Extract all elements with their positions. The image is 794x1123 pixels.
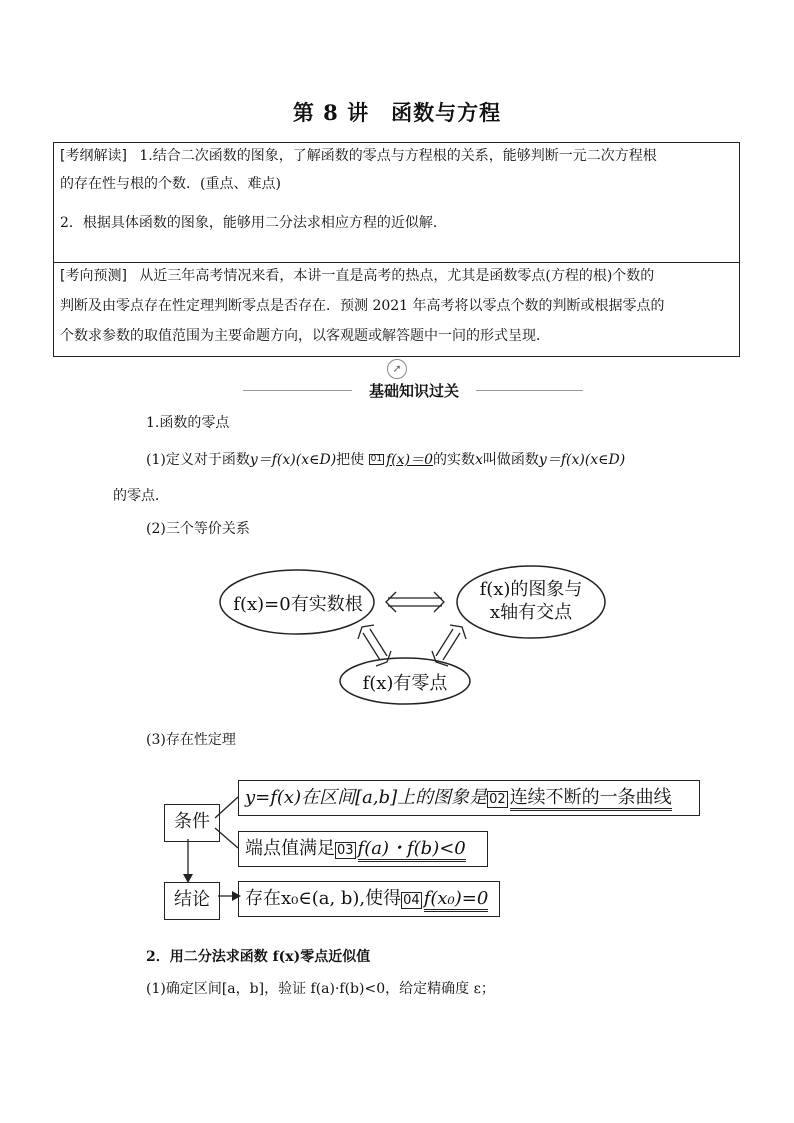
blank-number-02: 02 bbox=[489, 792, 506, 807]
blank-answer-02: 连续不断的一条曲线 bbox=[510, 787, 672, 811]
outline-tag-prediction: [考向预测] bbox=[60, 268, 127, 284]
blank-answer-01: f(x)＝0 bbox=[386, 452, 433, 468]
double-arrow-left-diagonal bbox=[358, 625, 391, 666]
double-arrow-right-diagonal bbox=[432, 625, 466, 666]
conclusion-label-box: 结论 bbox=[164, 882, 220, 920]
heading-equivalence: (2)三个等价关系 bbox=[146, 521, 250, 537]
double-arrow-horizontal bbox=[386, 592, 444, 612]
condition-endpoint-box: 端点值满足 03 f(a)・f(b)<0 bbox=[238, 831, 488, 867]
blank-answer-04: f(x₀)=0 bbox=[424, 888, 489, 912]
definition-line: (1)定义对于函数y＝f(x)(x∈D)把使 01 f(x)＝0的实数x叫做函数y＝f(x)(x∈D) bbox=[146, 452, 626, 468]
section-title: 基础知识过关 bbox=[352, 380, 476, 401]
blank-number-03: 03 bbox=[337, 843, 354, 858]
page-title: 第 8 讲 函数与方程 bbox=[292, 100, 502, 125]
conclusion-box: 存在x₀∈(a, b),使得 04 f(x₀)=0 bbox=[238, 881, 500, 917]
outline-item-2: 2．根据具体函数的图象，能够用二分法求相应方程的近似解． bbox=[60, 215, 447, 231]
equivalence-real-root: f(x)=0有实数根 bbox=[233, 594, 363, 615]
equivalence-has-zero: f(x)有零点 bbox=[362, 673, 448, 694]
equivalence-graph-line2: x轴有交点 bbox=[489, 602, 573, 623]
outline-prediction: [考向预测] 从近三年高考情况来看，本讲一直是高考的热点，尤其是函数零点(方程的根)个数的 bbox=[60, 268, 655, 284]
rocket-icon: ➚ bbox=[387, 359, 407, 379]
outline-item-1-cont: 的存在性与根的个数．(重点、难点) bbox=[60, 176, 281, 192]
bisection-step-1: (1)确定区间[a，b]，验证 f(a)·f(b)<0，给定精确度 ε； bbox=[146, 981, 495, 997]
heading-zeros: 1.函数的零点 bbox=[146, 415, 230, 431]
outline-tag-syllabus: [考纲解读] bbox=[60, 148, 127, 164]
outline-prediction-line2: 判断及由零点存在性定理判断零点是否存在．预测 2021 年高考将以零点个数的判断或根据零点的 bbox=[60, 298, 665, 314]
condition-continuous-box: y=f(x)在区间[a,b]上的图象是 02 连续不断的一条曲线 bbox=[238, 780, 700, 816]
condition-label-box: 条件 bbox=[164, 804, 220, 842]
outline-prediction-line3: 个数求参数的取值范围为主要命题方向，以客观题或解答题中一问的形式呈现． bbox=[60, 328, 550, 344]
heading-bisection: 2．用二分法求函数 f(x)零点近似值 bbox=[146, 949, 371, 965]
blank-number-04: 04 bbox=[403, 893, 420, 908]
definition-line-end: 的零点． bbox=[113, 488, 169, 504]
blank-answer-03: f(a)・f(b)<0 bbox=[358, 838, 466, 862]
outline-item-1: [考纲解读] 1.结合二次函数的图象，了解函数的零点与方程根的关系，能够判断一元二次方程根 bbox=[60, 148, 657, 164]
equivalence-graph-line1: f(x)的图象与 bbox=[479, 579, 583, 600]
blank-number-01: 01 bbox=[370, 454, 383, 464]
heading-existence: (3)存在性定理 bbox=[146, 732, 236, 748]
